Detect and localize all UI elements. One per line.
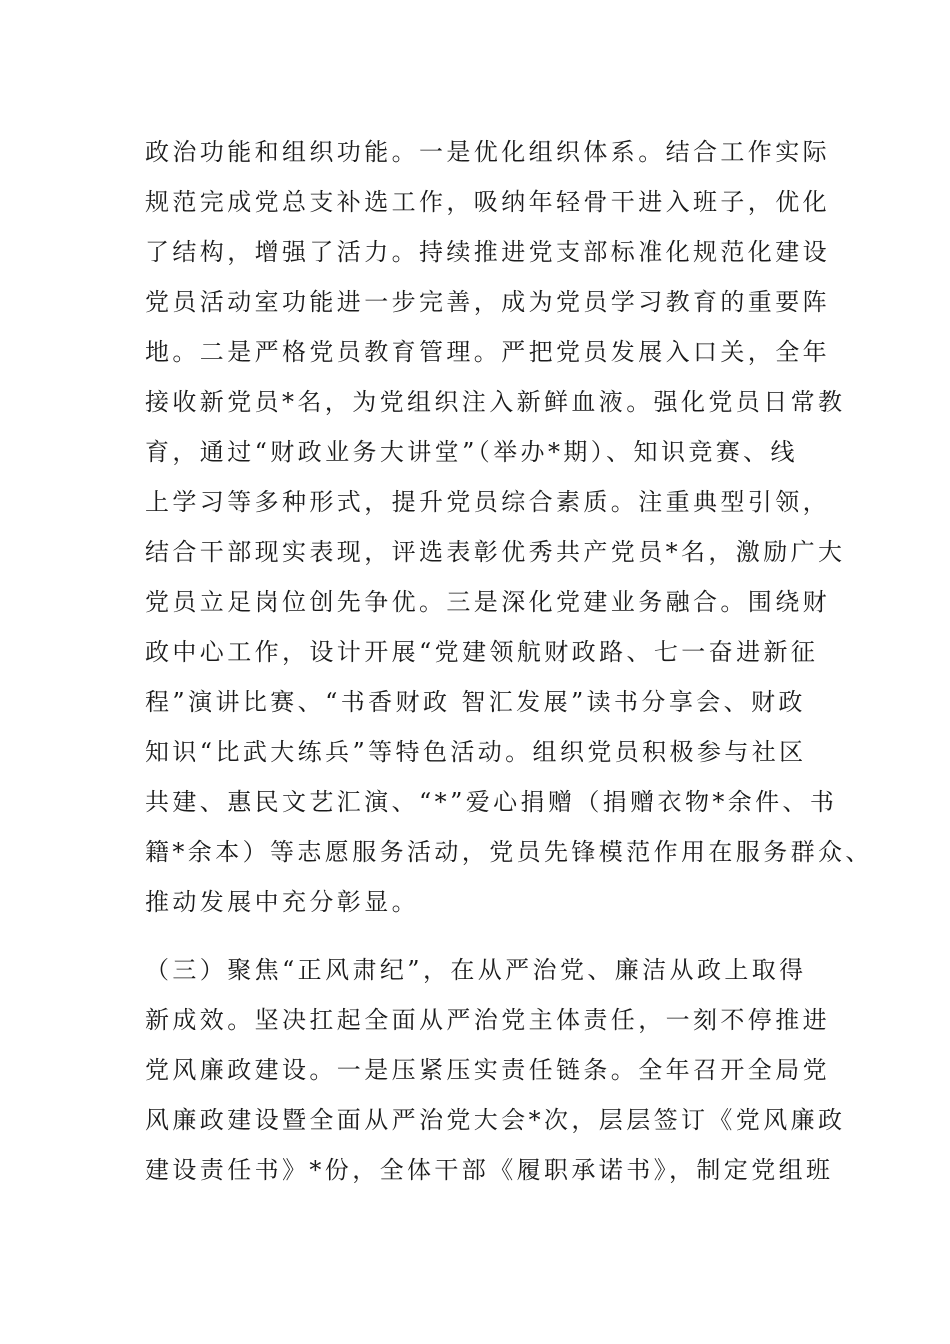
text-line: 党员活动室功能进一步完善，成为党员学习教育的重要阵 xyxy=(145,288,830,316)
text-line: 了结构，增强了活力。持续推进党支部标准化规范化建设 xyxy=(145,238,830,266)
text-line: 政治功能和组织功能。一是优化组织体系。结合工作实际 xyxy=(145,138,830,166)
text-line: 接收新党员*名，为党组织注入新鲜血液。强化党员日常教 xyxy=(145,388,846,416)
text-line: 党员立足岗位创先争优。三是深化党建业务融合。围绕财 xyxy=(145,588,830,616)
text-line: （三）聚焦“正风肃纪”，在从严治党、廉洁从政上取得 xyxy=(145,956,807,984)
paragraph-party-building xyxy=(145,127,873,927)
text-line: 籍*余本）等志愿服务活动，党员先锋模范作用在服务群众、 xyxy=(145,838,873,866)
text-line: 地。二是严格党员教育管理。严把党员发展入口关，全年 xyxy=(145,338,830,366)
paragraph-discipline xyxy=(145,945,845,1195)
text-line: 知识“比武大练兵”等特色活动。组织党员积极参与社区 xyxy=(145,738,807,766)
text-line: 规范完成党总支补选工作，吸纳年轻骨干进入班子，优化 xyxy=(145,188,830,216)
text-line: 程”演讲比赛、“书香财政 智汇发展”读书分享会、财政 xyxy=(145,688,806,716)
text-line: 共建、惠民文艺汇演、“*”爱心捐赠（捐赠衣物*余件、书 xyxy=(145,788,838,816)
text-line: 建设责任书》*份，全体干部《履职承诺书》，制定党组班 xyxy=(145,1156,834,1184)
text-line: 结合干部现实表现，评选表彰优秀共产党员*名，激励广大 xyxy=(145,538,846,566)
text-line: 新成效。坚决扛起全面从严治党主体责任，一刻不停推进 xyxy=(145,1006,830,1034)
text-line: 党风廉政建设。一是压紧压实责任链条。全年召开全局党 xyxy=(145,1056,830,1084)
text-line: 风廉政建设暨全面从严治党大会*次，层层签订《党风廉政 xyxy=(145,1106,846,1134)
text-line: 推动发展中充分彰显。 xyxy=(145,888,419,916)
text-line: 上学习等多种形式，提升党员综合素质。注重典型引领， xyxy=(145,488,830,516)
text-line: 政中心工作，设计开展“党建领航财政路、七一奋进新征 xyxy=(145,638,819,666)
text-line: 育，通过“财政业务大讲堂”（举办*期）、知识竞赛、线 xyxy=(145,438,798,466)
